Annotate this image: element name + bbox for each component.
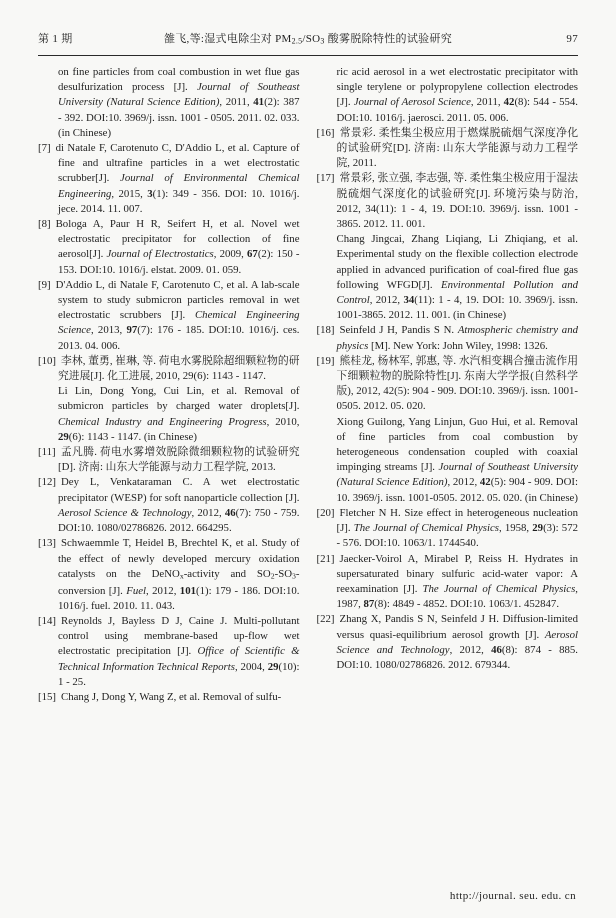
references-section: [38, 65, 578, 705]
page-number: 97: [566, 33, 578, 45]
reference-label: [14]: [38, 615, 56, 628]
text-run: 熊桂龙, 杨林军, 郭惠, 等. 水汽相变耦合撞击流作用下细颗粒物的脱除特性[J]. 东南大学学报(自然科学版), 2012, 42(5): 904 - 909. DOI:10. 3969/j. issn. 1001-0505. 2012. 05. 020.: [336, 354, 578, 413]
reference-entry: [38, 475, 300, 536]
text-run: , 2012,: [447, 476, 480, 489]
text-run: D'Addio L, di Natale F, Carotenuto C, et al. A lab-scale system to study submicron particles removal in wet electrostatic scrubbers [J].: [55, 278, 300, 322]
text-run: 34: [403, 294, 415, 307]
reference-continuation: [317, 415, 579, 506]
reference-entry: [317, 354, 579, 415]
reference-label: [12]: [38, 476, 56, 489]
reference-label: [11]: [38, 446, 56, 459]
text-run: (8): 874 - 885. DOI:10. 1080/02786826. 2012. 679344.: [336, 643, 579, 671]
text-run: , 2011,: [470, 96, 504, 109]
reference-entry: [38, 278, 300, 354]
text-run: (1): 179 - 186. DOI:10. 1016/j. fuel. 2010. 11. 043.: [58, 584, 300, 612]
text-run: 3: [147, 187, 153, 200]
text-run: -SO: [274, 567, 293, 580]
text-run: Chang J, Dong Y, Wang Z, et al. Removal of sulfu-: [61, 691, 282, 704]
text-run: , 2012,: [146, 584, 180, 597]
reference-continuation: [38, 384, 300, 445]
text-run: 29: [532, 522, 544, 535]
text-run: -activity and SO: [183, 567, 271, 580]
text-run: Journal of Aerosol Science: [353, 96, 471, 109]
text-run: Aerosol Science and Technology: [336, 628, 578, 656]
text-run: (6): 1143 - 1147. (in Chinese): [68, 430, 197, 443]
reference-entry: [317, 506, 579, 552]
text-run: (7): 750 - 759. DOI:10. 1080/02786826. 2012. 664295.: [58, 506, 300, 535]
text-run: (5): 904 - 909. DOI: 10. 3969/j. issn. 1001-0505. 2012. 05. 020. (in Chinese): [336, 476, 578, 504]
text-run: 孟凡腾. 荷电水雾增效脱除微细颗粒物的试验研究[D]. 济南: 山东大学能源与动力工程学院, 2013.: [58, 446, 300, 474]
text-run: The Journal of Chemical Physics: [353, 522, 499, 535]
text-run: , 2012,: [369, 294, 404, 307]
reference-entry: [38, 141, 300, 217]
reference-continuation: [317, 65, 579, 126]
issue-label: 第 1 期: [38, 33, 73, 45]
reference-label: [13]: [38, 537, 56, 550]
text-run: (11): 1 - 4, 19. DOI: 10. 3969/j. issn. 1001-3865. 2012. 11. 001. (in Chinese): [336, 294, 579, 322]
text-run: Chang Jingcai, Zhang Liqiang, Li Zhiqiang, et al. Experimental study on the flexible collection electrode applied in advanced purification of coal-fired flue gas following WFGD[J].: [336, 233, 578, 291]
reference-label: [16]: [316, 126, 335, 139]
text-run: 101: [179, 584, 196, 597]
text-run: on fine particles from coal combustion in wet flue gas desulfurization process [J].: [58, 66, 300, 94]
text-run: 2.5: [291, 36, 303, 46]
text-run: ric acid aerosol in a wet electrostatic precipitator with single terylene or polypropylene collection electrodes [J].: [336, 66, 578, 109]
text-run: The Journal of Chemical Physics: [422, 582, 576, 595]
text-run: Journal of Southeast University (Natural Science Edition): [58, 81, 300, 109]
reference-continuation: [38, 65, 300, 141]
text-run: (10): 1 - 25.: [58, 660, 300, 688]
reference-entry: [317, 126, 579, 172]
text-run: Bologa A, Paur H R, Seifert H, et al. Novel wet electrostatic precipitator for collection of fine aerosol[J].: [55, 218, 300, 261]
text-run: Chemical Industry and Engineering Progress: [58, 415, 267, 428]
reference-label: [9]: [38, 278, 51, 291]
text-run: Li Lin, Dong Yong, Cui Lin, et al. Removal of submicron particles by charged water droplets[J].: [58, 385, 300, 413]
journal-url: http://journal. seu. edu. cn: [449, 890, 576, 902]
text-run: 46: [491, 643, 502, 656]
reference-entry: [38, 354, 300, 384]
text-run: , 2004,: [234, 660, 268, 673]
text-run: Xiong Guilong, Yang Linjun, Guo Hui, et al. Removal of fine particles from coal combustion by heterogeneous condensation coupled with coaxial impinging streams [J].: [336, 415, 578, 474]
text-run: 46: [224, 506, 236, 519]
text-run: Office of Scientific & Technical Information Technical Reports: [58, 645, 300, 673]
text-run: Fuel: [126, 584, 147, 597]
text-run: , 1958,: [498, 522, 533, 535]
text-run: , 2012,: [449, 643, 492, 656]
text-run: 29: [267, 660, 279, 673]
reference-label: [20]: [316, 506, 335, 519]
text-run: , 2013,: [90, 324, 127, 337]
text-run: (8): 4849 - 4852. DOI:10. 1063/1. 452847.: [374, 598, 560, 611]
text-run: 常景彩, 张立强, 李志强, 等. 柔性集尘极应用于湿法脱硫烟气深度化的试验研究[J]. 环境污染与防治, 2012, 34(11): 1 - 4, 19. DOI:10. 3969/j. issn. 1001 - 3865. 2012. 11. 001.: [336, 172, 578, 231]
text-run: 42: [479, 476, 491, 489]
text-run: , 2010,: [266, 415, 300, 428]
text-run: (7): 176 - 185. DOI:10. 1016/j. ces. 2013. 04. 006.: [58, 324, 300, 352]
text-run: 97: [126, 324, 138, 337]
text-run: 李林, 董勇, 崔琳, 等. 荷电水雾脱除超细颗粒物的研究进展[J]. 化工进展, 2010, 29(6): 1143 - 1147.: [58, 354, 300, 383]
reference-entry: [38, 217, 300, 278]
reference-label: [8]: [38, 218, 51, 231]
reference-label: [19]: [316, 354, 335, 367]
reference-label: [7]: [38, 142, 51, 155]
text-run: 29: [58, 430, 69, 443]
text-run: 41: [253, 96, 265, 109]
reference-entry: [38, 445, 300, 475]
reference-label: [10]: [38, 354, 56, 367]
reference-entry: [317, 323, 579, 353]
text-run: Journal of Electrostatics: [106, 248, 214, 261]
page-header: [38, 30, 578, 56]
text-run: 67: [247, 248, 258, 261]
text-run: , 2011,: [219, 96, 254, 109]
text-run: 3: [292, 571, 296, 581]
text-run: Chemical Engineering Science: [58, 309, 300, 337]
text-run: Dey L, Venkataraman C. A wet electrostatic precipitator (WESP) for soft nanoparticle collection [J].: [58, 476, 300, 504]
text-run: di Natale F, Carotenuto C, D'Addio L, et al. Capture of fine and ultrafine particles in a wet electrostatic scrubber[J].: [55, 142, 300, 185]
running-title: [128, 30, 488, 46]
text-run: (8): 544 - 554. DOI:10. 1016/j. jaerosci. 2011. 05. 006.: [336, 96, 578, 124]
text-run: (2): 387 - 392. DOI:10. 3969/j. issn. 1001 - 0505. 2011. 02. 033. (in Chinese): [58, 96, 300, 139]
reference-entry: [38, 614, 300, 690]
text-run: Journal of Southeast University (Natural Science Edition): [336, 461, 579, 489]
reference-label: [22]: [316, 613, 335, 626]
text-run: 雒飞,等:湿式电除尘对 PM: [163, 33, 292, 45]
reference-label: [15]: [38, 691, 56, 704]
text-run: Environmental Pollution and Control: [336, 278, 578, 307]
text-run: Atmospheric chemistry and physics: [336, 324, 578, 352]
text-run: (3): 572 - 576. DOI:10. 1063/1. 1744540.: [336, 522, 579, 550]
references-left-column: [38, 65, 300, 705]
text-run: [M]. New York: John Wiley, 1998: 1326.: [368, 339, 548, 352]
text-run: 2: [270, 571, 275, 581]
text-run: , 2012,: [191, 506, 225, 519]
text-run: Zhang X, Pandis S N, Seinfeld J H. Diffusion-limited versus quasi-equilibrium aerosol growth [J].: [336, 613, 578, 641]
text-run: Schwaemmle T, Heidel B, Brechtel K, et al. Study of the effect of newly developed mercury oxidation catalysts on the DeNO: [58, 537, 300, 580]
reference-entry: [317, 171, 579, 232]
text-run: , 1987,: [336, 582, 578, 611]
text-run: Reynolds J, Bayless D J, Caine J. Multi-pollutant control using membrane-based up-flow wet electrostatic precipitation [J].: [58, 615, 300, 658]
reference-entry: [38, 690, 300, 705]
text-run: , 2009,: [213, 248, 248, 261]
text-run: (2): 150 - 153. DOI:10. 1016/j. elstat. 2009. 01. 059.: [58, 248, 300, 276]
text-run: /SO: [302, 33, 321, 45]
text-run: Seinfeld J H, Pandis S N.: [339, 324, 458, 337]
text-run: Journal of Environmental Chemical Engineering: [58, 172, 300, 200]
text-run: Fletcher N H. Size effect in heterogeneous nucleation [J].: [336, 506, 578, 535]
text-run: (1): 349 - 356. DOI: 10. 1016/j. jece. 2014. 11. 007.: [58, 187, 300, 215]
text-run: 42: [503, 96, 515, 109]
reference-entry: [317, 552, 579, 613]
text-run: 87: [363, 598, 375, 611]
text-run: , 2015,: [111, 187, 148, 200]
reference-entry: [38, 536, 300, 614]
reference-entry: [317, 612, 579, 673]
references-right-column: [317, 65, 579, 705]
text-run: -conversion [J].: [58, 567, 300, 597]
text-run: Jaecker-Voirol A, Mirabel P, Reiss H. Hydrates in supersaturated binary sulfuric acid-water vapor: A reexamination [J].: [336, 552, 578, 595]
text-run: Aerosol Science & Technology: [58, 506, 192, 519]
text-run: 常景彩. 柔性集尘极应用于燃煤脱硫烟气深度净化的试验研究[D]. 济南: 山东大学能源与动力工程学院, 2011.: [336, 126, 578, 170]
text-run: x: [179, 571, 184, 581]
reference-continuation: [317, 232, 579, 323]
text-run: 酸雾脱除特性的试验研究: [324, 33, 453, 45]
text-run: 3: [320, 36, 325, 46]
reference-label: [18]: [316, 324, 335, 337]
reference-label: [21]: [316, 552, 335, 565]
reference-label: [17]: [316, 172, 335, 185]
